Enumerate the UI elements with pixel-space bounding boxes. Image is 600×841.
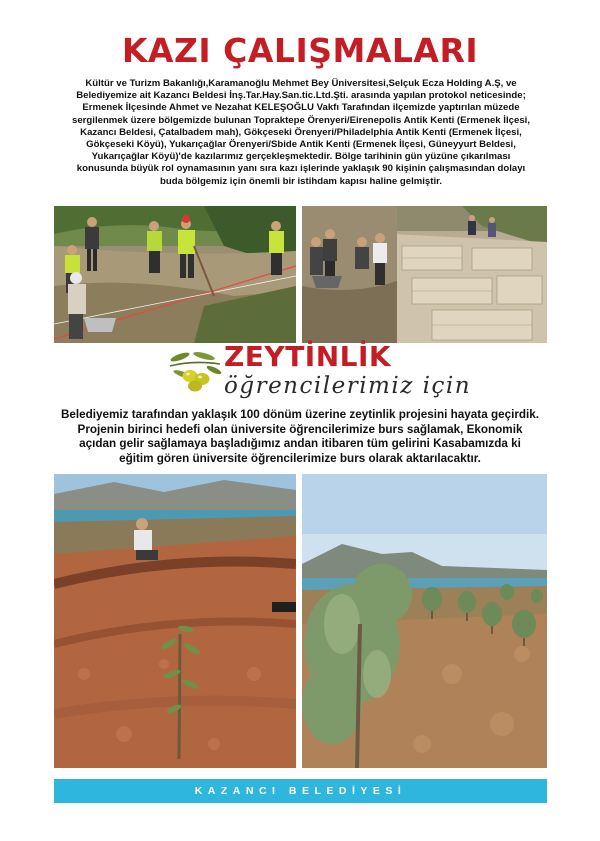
olive-section-subtitle: öğrencilerimiz için bbox=[224, 373, 472, 399]
planting-sapling-photo bbox=[54, 474, 296, 768]
text-line: Ermenek İlçesinde Ahmet ve Nezahat KELEŞOĞLU Vakfı Tarafından ilçemizde yaptırılan müzede bbox=[82, 102, 520, 114]
text-line: buda bölgemiz için önemli bir istihdam kapısı haline gelmiştir. bbox=[159, 175, 442, 187]
ancient-ruins-photo bbox=[302, 206, 547, 343]
text-line: Belediyemize ait Kazancı Beldesi İnş.Tar.Hay.San.tic.Ltd.Şti. arasında yapılan protokol neticesinde; bbox=[76, 90, 526, 102]
text-line: açıdan gelir sağlamaya başladığımız andan itibaren tüm gelirini Kasabamızda ki bbox=[79, 437, 521, 451]
text-line: Gökçeseki Köyü), Yukarıçağlar Örenyeri/Sbide Antik Kenti (Ermenek İlçesi, Güneyyurt Beldesi, bbox=[86, 139, 516, 151]
text-line: Yukarıçağlar Köyü)'de kazılarımız gerçekleşmektedir. Bölge tarihinin gün yüzüne çıkarılması bbox=[91, 151, 511, 163]
page-title: KAZI ÇALIŞMALARI bbox=[121, 31, 479, 70]
text-line: Projenin birinci hedefi olan üniversite öğrencilerimize burs sağlamak, Ekonomik bbox=[77, 422, 523, 436]
excavation-paragraph bbox=[55, 78, 547, 188]
text-line: Belediyemiz tarafından yaklaşık 100 dönüm üzerine zeytinlik projesini hayata geçirdik. bbox=[60, 408, 540, 421]
text-line: Kültür ve Turizm Bakanlığı,Karamanoğlu Mehmet Bey Üniversitesi,Selçuk Ecza Holding A.Ş, ve bbox=[85, 78, 517, 89]
text-line: Kazancı Beldesi, Çatalbadem mah), Gökçeseki Örenyeri/Philadelphia Antik Kenti (Ermenek İlçesi, bbox=[80, 126, 522, 138]
olive-section-title: ZEYTİNLİK bbox=[224, 340, 392, 373]
text-line: eğitim gören üniversite öğrencilerimize burs olarak aktarılacaktır. bbox=[119, 452, 481, 466]
olive-branch-icon bbox=[168, 346, 222, 392]
excavation-workers-photo bbox=[54, 206, 296, 343]
footer-banner: KAZANCI BELEDİYESİ bbox=[54, 779, 547, 803]
olive-paragraph bbox=[52, 408, 548, 467]
text-line: konusunda büyük rol oynamasının yanı sıra kazı işlerinde yaklaşık 90 kişinin çalışmasından dolayı bbox=[76, 163, 526, 175]
olive-grove-photo bbox=[302, 474, 547, 768]
text-line: sergilenmek üzere bölgemizde bulunan Topraktepe Örenyeri/Eirenepolis Antik Kenti (Ermenek İlçesi, bbox=[72, 114, 530, 126]
